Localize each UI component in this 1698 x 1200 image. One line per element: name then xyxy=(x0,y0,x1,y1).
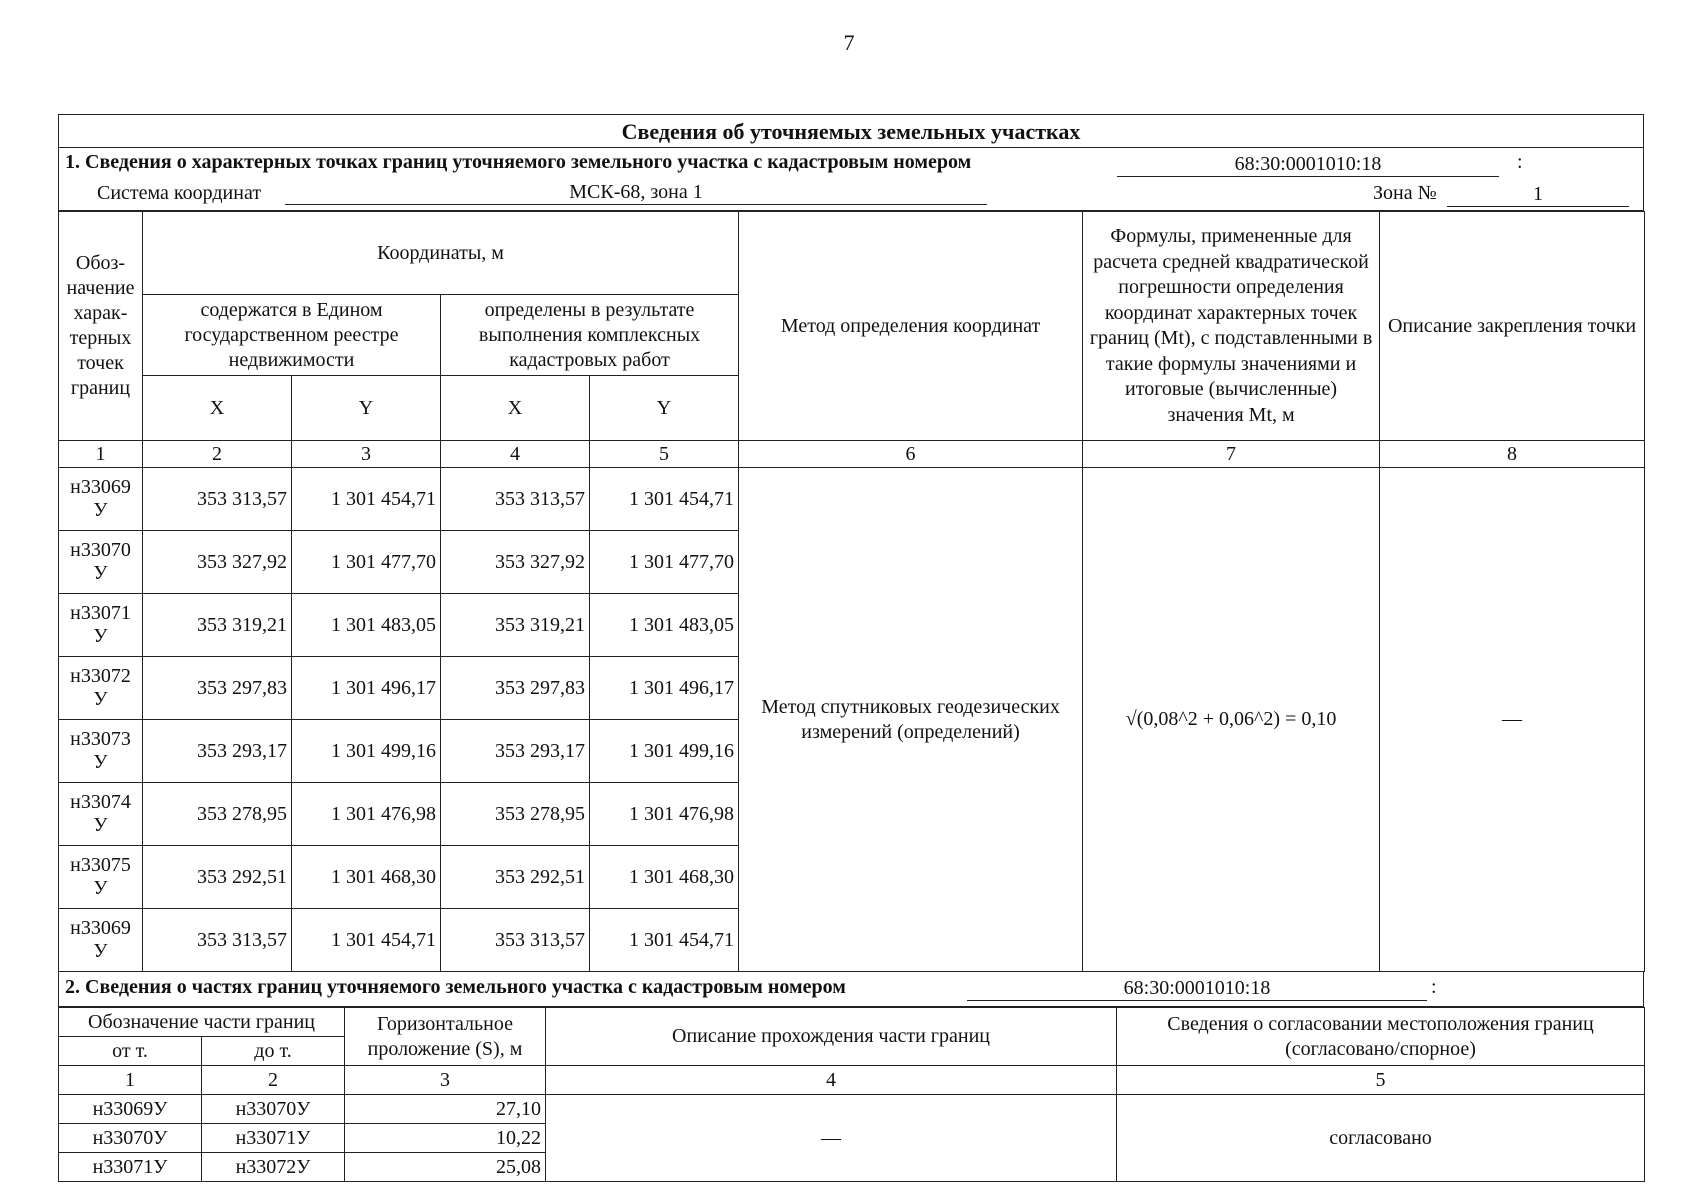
point-designation: н33070 У xyxy=(59,531,143,594)
part-to: н33070У xyxy=(202,1095,345,1124)
point-designation: н33072 У xyxy=(59,657,143,720)
x-egrn: 353 319,21 xyxy=(143,594,292,657)
y-kkr: 1 301 483,05 xyxy=(590,594,739,657)
section1-colon: : xyxy=(1517,151,1523,173)
col-number: 2 xyxy=(143,441,292,468)
section2-heading: 2. Сведения о частях границ уточняемого земельного участка с кадастровым номером xyxy=(65,976,846,998)
col-number: 3 xyxy=(345,1066,546,1095)
point-designation: н33069 У xyxy=(59,909,143,972)
document-title: Сведения об уточняемых земельных участках xyxy=(59,115,1644,148)
header-x-egrn: X xyxy=(143,376,292,441)
x-kkr: 353 313,57 xyxy=(441,909,590,972)
section1-heading: 1. Сведения о характерных точках границ уточняемого земельного участка с кадастровым номером xyxy=(65,151,972,173)
y-egrn: 1 301 496,17 xyxy=(292,657,441,720)
x-egrn: 353 278,95 xyxy=(143,783,292,846)
section1-header xyxy=(58,148,1644,211)
table-row xyxy=(59,1095,1645,1124)
header-y-egrn: Y xyxy=(292,376,441,441)
point-designation: н33069 У xyxy=(59,468,143,531)
y-kkr: 1 301 454,71 xyxy=(590,468,739,531)
y-egrn: 1 301 454,71 xyxy=(292,468,441,531)
col-number: 1 xyxy=(59,1066,202,1095)
header-fixing: Описание закрепления точки xyxy=(1380,212,1645,441)
zone-value: 1 xyxy=(1447,180,1629,207)
part-agreement: согласовано xyxy=(1117,1095,1645,1182)
col-number: 2 xyxy=(202,1066,345,1095)
title-table xyxy=(58,114,1644,148)
document-frame xyxy=(58,114,1644,1182)
col-number: 1 xyxy=(59,441,143,468)
header-coordinates: Координаты, м xyxy=(143,212,739,295)
y-kkr: 1 301 477,70 xyxy=(590,531,739,594)
header-method: Метод определения координат xyxy=(739,212,1083,441)
section2-header xyxy=(58,972,1644,1007)
col-number: 4 xyxy=(546,1066,1117,1095)
x-kkr: 353 292,51 xyxy=(441,846,590,909)
page-number: 7 xyxy=(843,30,855,55)
x-egrn: 353 293,17 xyxy=(143,720,292,783)
x-egrn: 353 313,57 xyxy=(143,468,292,531)
boundary-parts-table xyxy=(58,1007,1645,1182)
coord-system-value: МСК-68, зона 1 xyxy=(285,178,987,205)
part-to: н33072У xyxy=(202,1153,345,1182)
y-kkr: 1 301 476,98 xyxy=(590,783,739,846)
y-egrn: 1 301 477,70 xyxy=(292,531,441,594)
part-description: — xyxy=(546,1095,1117,1182)
point-designation: н33074 У xyxy=(59,783,143,846)
x-kkr: 353 293,17 xyxy=(441,720,590,783)
col-number: 8 xyxy=(1380,441,1645,468)
header-part-designation: Обозначение части границ xyxy=(59,1008,345,1037)
y-egrn: 1 301 499,16 xyxy=(292,720,441,783)
x-kkr: 353 327,92 xyxy=(441,531,590,594)
part-from: н33070У xyxy=(59,1124,202,1153)
header-designation: Обоз- начение харак- терных точек границ xyxy=(59,212,143,441)
header-x-kkr: X xyxy=(441,376,590,441)
part-length: 10,22 xyxy=(345,1124,546,1153)
col-number: 5 xyxy=(590,441,739,468)
col-number: 3 xyxy=(292,441,441,468)
points-table xyxy=(58,211,1645,972)
part-length: 27,10 xyxy=(345,1095,546,1124)
coord-system-label: Система координат xyxy=(97,182,262,204)
header-formulas: Формулы, примененные для расчета средней квадратической погрешности определения координат характерных точек границ (Mt), с подставленными в такие формулы значениями и итоговые (вычисленные) значения Mt, м xyxy=(1083,212,1380,441)
x-kkr: 353 313,57 xyxy=(441,468,590,531)
header-agreement: Сведения о согласовании местоположения границ (согласовано/спорное) xyxy=(1117,1008,1645,1066)
section2-cadastral-number: 68:30:0001010:18 xyxy=(967,974,1427,1001)
x-kkr: 353 278,95 xyxy=(441,783,590,846)
part-length: 25,08 xyxy=(345,1153,546,1182)
col-number: 5 xyxy=(1117,1066,1645,1095)
x-egrn: 353 327,92 xyxy=(143,531,292,594)
header-kkr: определены в результате выполнения комплексных кадастровых работ xyxy=(441,295,739,376)
y-kkr: 1 301 454,71 xyxy=(590,909,739,972)
zone-label: Зона № xyxy=(1373,182,1437,204)
y-egrn: 1 301 483,05 xyxy=(292,594,441,657)
x-egrn: 353 292,51 xyxy=(143,846,292,909)
col-number: 4 xyxy=(441,441,590,468)
formula-value: √(0,08^2 + 0,06^2) = 0,10 xyxy=(1083,468,1380,972)
header-description: Описание прохождения части границ xyxy=(546,1008,1117,1066)
part-to: н33071У xyxy=(202,1124,345,1153)
point-designation: н33071 У xyxy=(59,594,143,657)
y-egrn: 1 301 468,30 xyxy=(292,846,441,909)
point-designation: н33075 У xyxy=(59,846,143,909)
header-y-kkr: Y xyxy=(590,376,739,441)
x-egrn: 353 297,83 xyxy=(143,657,292,720)
section1-cadastral-number: 68:30:0001010:18 xyxy=(1117,150,1499,177)
x-kkr: 353 297,83 xyxy=(441,657,590,720)
section2-colon: : xyxy=(1431,976,1437,998)
header-egrn: содержатся в Едином государственном реестре недвижимости xyxy=(143,295,441,376)
part-from: н33069У xyxy=(59,1095,202,1124)
point-designation: н33073 У xyxy=(59,720,143,783)
header-to: до т. xyxy=(202,1037,345,1066)
fixing-value: — xyxy=(1380,468,1645,972)
y-kkr: 1 301 499,16 xyxy=(590,720,739,783)
header-length: Горизонтальное проложение (S), м xyxy=(345,1008,546,1066)
y-kkr: 1 301 496,17 xyxy=(590,657,739,720)
col-number: 7 xyxy=(1083,441,1380,468)
y-egrn: 1 301 454,71 xyxy=(292,909,441,972)
y-kkr: 1 301 468,30 xyxy=(590,846,739,909)
header-from: от т. xyxy=(59,1037,202,1066)
table-row xyxy=(59,468,1645,531)
method-value: Метод спутниковых геодезических измерений (определений) xyxy=(739,468,1083,972)
y-egrn: 1 301 476,98 xyxy=(292,783,441,846)
x-egrn: 353 313,57 xyxy=(143,909,292,972)
col-number: 6 xyxy=(739,441,1083,468)
part-from: н33071У xyxy=(59,1153,202,1182)
x-kkr: 353 319,21 xyxy=(441,594,590,657)
